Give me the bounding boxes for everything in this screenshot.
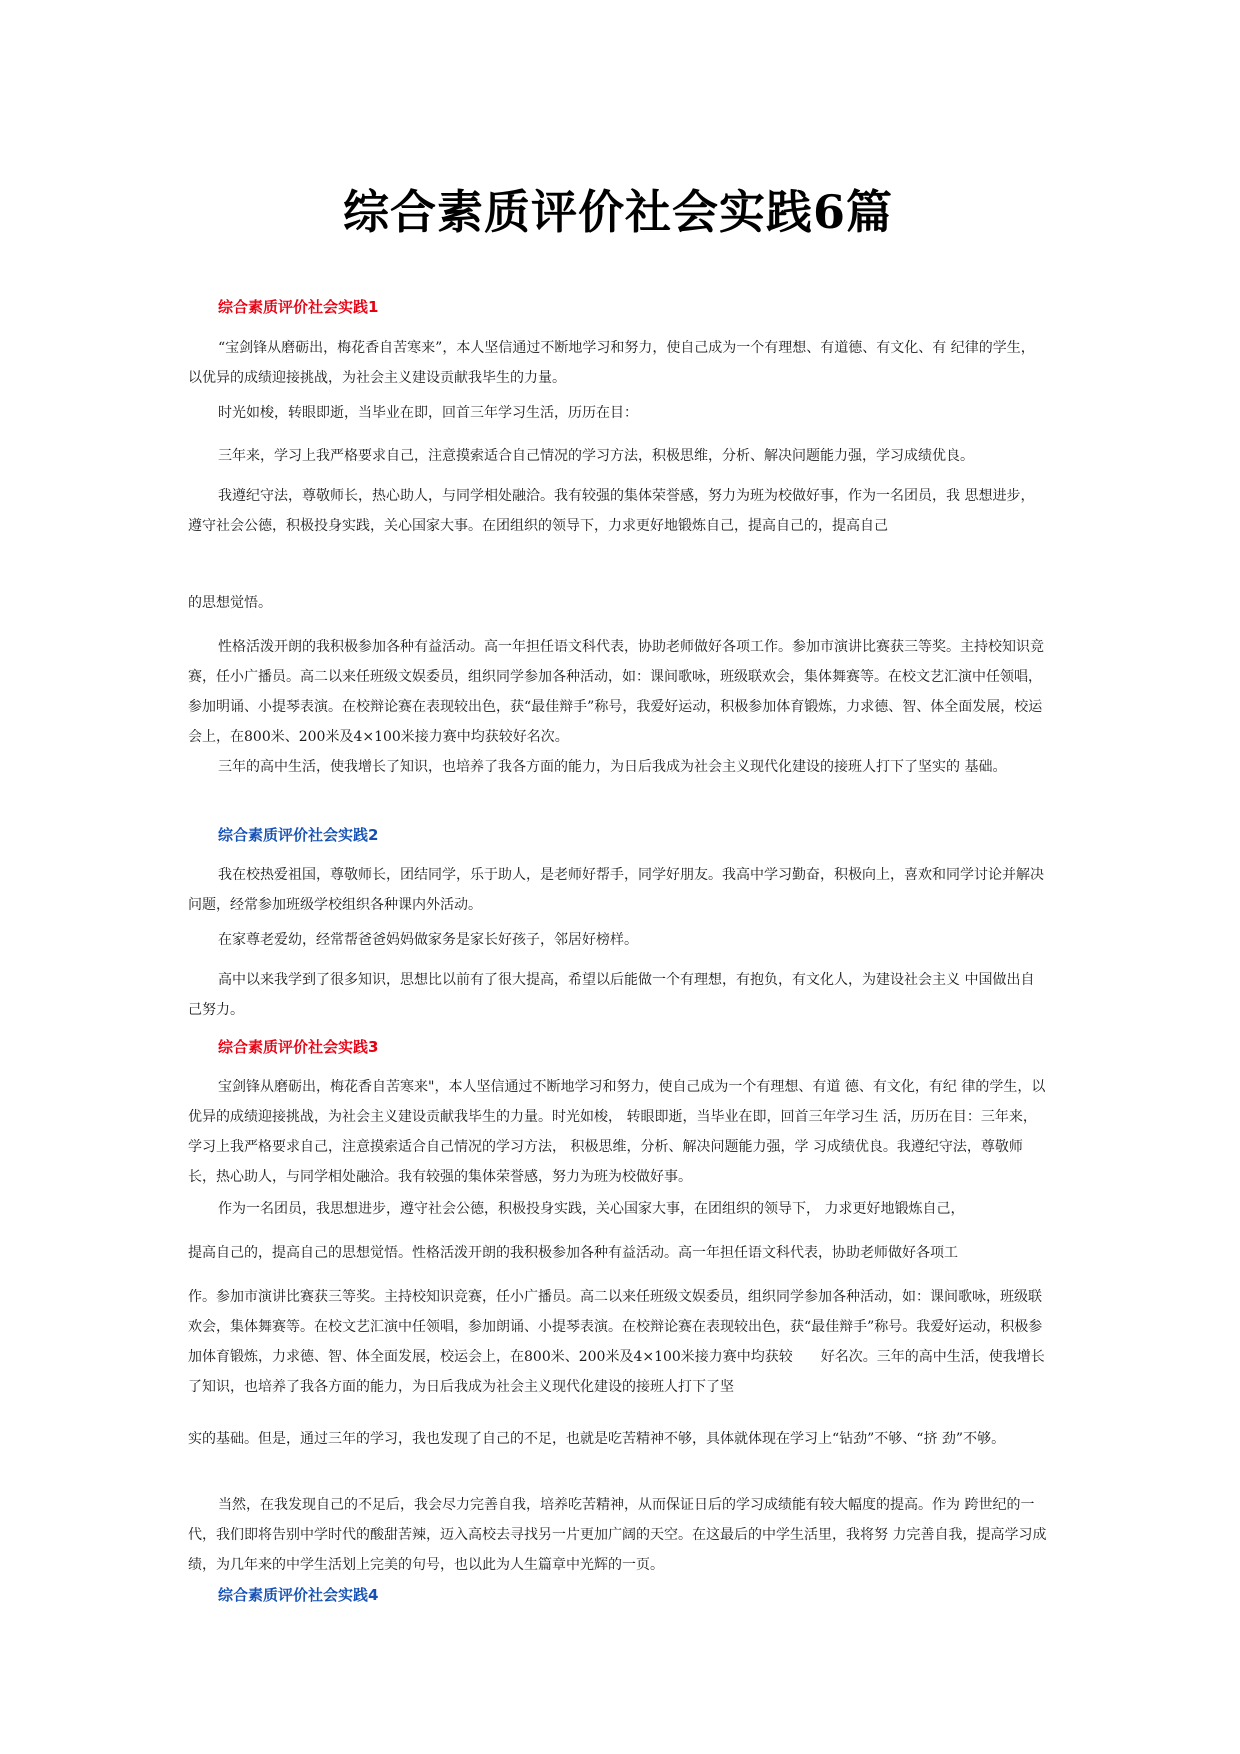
section-1-paragraph: 时光如梭，转眼即逝，当毕业在即，回首三年学习生活，历历在目：: [218, 405, 638, 421]
section-1-paragraph: “宝剑锋从磨砺出，梅花香自苦寒来”，本人坚信通过不断地学习和努力，使自己成为一个有理想、有道德、有文化、有 纪律的学生，以优异的成绩迎接挑战，为社会主义建设贡献我毕生的力量。: [188, 340, 1035, 386]
section-heading-4: 综合素质评价社会实践4: [218, 1586, 379, 1604]
section-heading-1: 综合素质评价社会实践1: [218, 298, 379, 316]
section-1-paragraph: 我遵纪守法，尊敬师长，热心助人，与同学相处融洽。我有较强的集体荣誉感，努力为班为校做好事，作为一名团员，我 思想进步，遵守社会公德，积极投身实践，关心国家大事。在团组织的领导下，力求更好地锻炼自己，提高自己的，提高自己: [188, 488, 1035, 534]
section-2-paragraph: 我在校热爱祖国，尊敬师长，团结同学，乐于助人，是老师好帮手，同学好朋友。我高中学习勤奋，积极向上，喜欢和同学讨论并解决问题，经常参加班级学校组织各种课内外活动。: [188, 867, 1044, 913]
section-3-paragraph: 作。参加市演讲比赛获三等奖。主持校知识竞赛，任小广播员。高二以来任班级文娱委员，组织同学参加各种活动，如：课间歌咏，班级联欢会，集体舞赛等。在校文艺汇演中任领唱，参加朗诵、小提琴表演。在校辩论赛在表现较出色，获“最佳辩手”称号。我爱好运动，积极参加体育锻炼，力求德、智、体全面发展，校运会上，在800米、200米及4×100米接力赛中均获较 好名次。三年的高中生活，使我增长了知识，也培养了我各方面的能力，为日后我成为社会主义现代化建设的接班人打下了坚: [188, 1289, 1045, 1395]
section-3-paragraph: 当然，在我发现自己的不足后，我会尽力完善自我，培养吃苦精神，从而保证日后的学习成绩能有较大幅度的提高。作为 跨世纪的一代，我们即将告别中学时代的酸甜苦辣，迈入高校去寻找另一片更加广阔的天空。在这最后的中学生活里，我将努 力完善自我，提高学习成绩，为几年来的中学生活划上完美的句号，也以此为人生篇章中光辉的一页。: [188, 1497, 1047, 1573]
section-1-paragraph: 三年来，学习上我严格要求自己，注意摸索适合自己情况的学习方法，积极思维，分析、解决问题能力强，学习成绩优良。: [218, 448, 974, 464]
document-title: 综合素质评价社会实践6篇: [342, 185, 893, 239]
section-1-paragraph: 性格活泼开朗的我积极参加各种有益活动。高一年担任语文科代表，协助老师做好各项工作。参加市演讲比赛获三等奖。主持校知识竞赛，任小广播员。高二以来任班级文娱委员，组织同学参加各种活动，如：课间歌咏，班级联欢会，集体舞赛等。在校文艺汇演中任领唱，参加明诵、小提琴表演。在校辩论赛在表现较出色，获“最佳辩手”称号，我爱好运动，积极参加体育锻炼，力求德、智、体全面发展，校运会上，在800米、200米及4×100米接力赛中均获较好名次。: [188, 639, 1044, 745]
section-3-paragraph: 提高自己的，提高自己的思想觉悟。性格活泼开朗的我积极参加各种有益活动。高一年担任语文科代表，协助老师做好各项工: [188, 1245, 958, 1261]
section-heading-3: 综合素质评价社会实践3: [218, 1038, 379, 1056]
section-heading-2: 综合素质评价社会实践2: [218, 826, 379, 844]
section-3-paragraph: 作为一名团员，我思想进步，遵守社会公德，积极投身实践，关心国家大事，在团组织的领导下， 力求更好地锻炼自己，: [218, 1201, 965, 1217]
section-3-paragraph: 实的基础。但是，通过三年的学习，我也发现了自己的不足，也就是吃苦精神不够，具体就体现在学习上“钻劲”不够、“挤 劲”不够。: [188, 1431, 1006, 1447]
section-2-paragraph: 高中以来我学到了很多知识，思想比以前有了很大提高，希望以后能做一个有理想，有抱负，有文化人，为建设社会主义 中国做出自己努力。: [188, 972, 1035, 1018]
section-3-paragraph: 宝剑锋从磨砺出，梅花香自苦寒来"，本人坚信通过不断地学习和努力，使自己成为一个有理想、有道 德、有文化，有纪 律的学生，以优异的成绩迎接挑战，为社会主义建设贡献我毕生的力量。时光如梭， 转眼即逝，当毕业在即，回首三年学习生 活，历历在目：三年来，学习上我严格要求自己，注意摸索适合自己情况的学习方法， 积极思维，分析、解决问题能力强，学 习成绩优良。我遵纪守法，尊敬师长，热心助人，与同学相处融洽。我有较强的集体荣誉感，努力为班为校做好事。: [188, 1079, 1046, 1185]
section-2-paragraph: 在家尊老爱幼，经常帮爸爸妈妈做家务是家长好孩子，邻居好榜样。: [218, 932, 638, 948]
section-1-paragraph: 三年的高中生活，使我增长了知识，也培养了我各方面的能力，为日后我成为社会主义现代化建设的接班人打下了坚实的 基础。: [218, 759, 1007, 775]
section-1-paragraph: 的思想觉悟。: [188, 595, 272, 611]
